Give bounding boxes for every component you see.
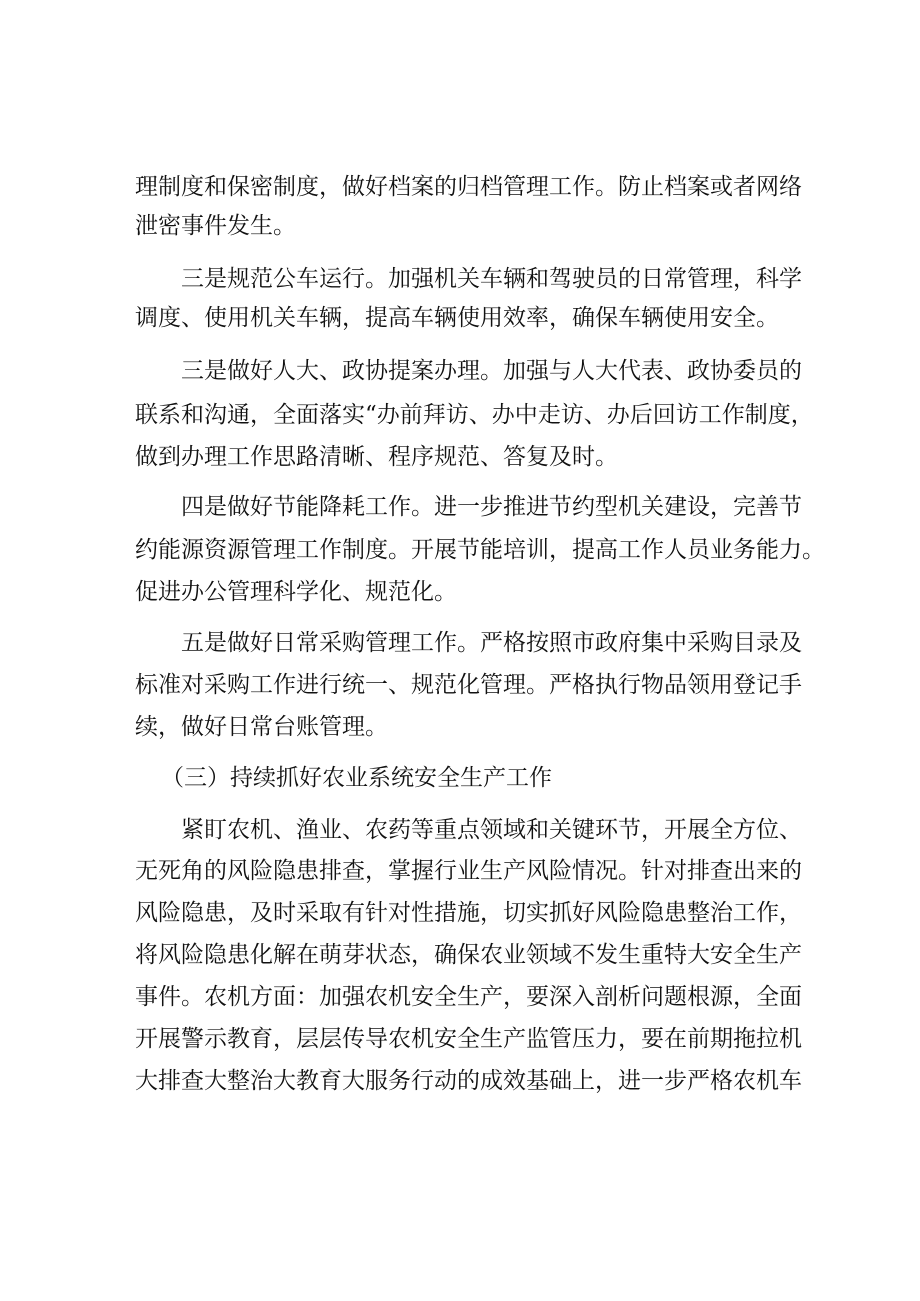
- section-heading: （三）持续抓好农业系统安全生产工作: [161, 765, 552, 791]
- paragraph-2-line-2: 调度、使用机关车辆，提高车辆使用效率，确保车辆使用安全。: [135, 305, 779, 331]
- paragraph-3-line-3: 做到办理工作思路清晰、程序规范、答复及时。: [135, 444, 618, 470]
- paragraph-2-line-1: 三是规范公车运行。加强机关车辆和驾驶员的日常管理，科学: [181, 266, 802, 292]
- paragraph-6-line-7: 大排查大整治大教育大服务行动的成效基础上，进一步严格农机车: [135, 1068, 802, 1094]
- paragraph-3-line-1: 三是做好人大、政协提案办理。加强与人大代表、政协委员的: [181, 358, 802, 384]
- paragraph-6-line-3: 风险隐患，及时采取有针对性措施，切实抓好风险隐患整治工作，: [135, 900, 802, 926]
- paragraph-4-line-3: 促进办公管理科学化、规范化。: [135, 579, 457, 605]
- paragraph-1-line-2: 泄密事件发生。: [135, 213, 296, 239]
- paragraph-5-line-2: 标准对采购工作进行统一、规范化管理。严格执行物品领用登记手: [135, 672, 802, 698]
- paragraph-6-line-5: 事件。农机方面：加强农机安全生产，要深入剖析问题根源，全面: [135, 984, 802, 1010]
- paragraph-3-line-2: 联系和沟通，全面落实“办前拜访、办中走访、办后回访工作制度，: [135, 402, 814, 428]
- paragraph-6-line-4: 将风险隐患化解在萌芽状态，确保农业领域不发生重特大安全生产: [135, 942, 802, 968]
- paragraph-6-line-1: 紧盯农机、渔业、农药等重点领域和关键环节，开展全方位、: [181, 817, 802, 843]
- paragraph-6-line-6: 开展警示教育，层层传导农机安全生产监管压力，要在前期拖拉机: [135, 1026, 802, 1052]
- paragraph-4-line-2: 约能源资源管理工作制度。开展节能培训，提高工作人员业务能力。: [135, 537, 825, 563]
- paragraph-1-line-1: 理制度和保密制度，做好档案的归档管理工作。防止档案或者网络: [135, 174, 802, 200]
- paragraph-4-line-1: 四是做好节能降耗工作。进一步推进节约型机关建设，完善节: [181, 494, 802, 520]
- paragraph-6-line-2: 无死角的风险隐患排查，掌握行业生产风险情况。针对排查出来的: [135, 858, 802, 884]
- paragraph-5-line-1: 五是做好日常采购管理工作。严格按照市政府集中采购目录及: [181, 630, 802, 656]
- paragraph-5-line-3: 续，做好日常台账管理。: [135, 714, 388, 740]
